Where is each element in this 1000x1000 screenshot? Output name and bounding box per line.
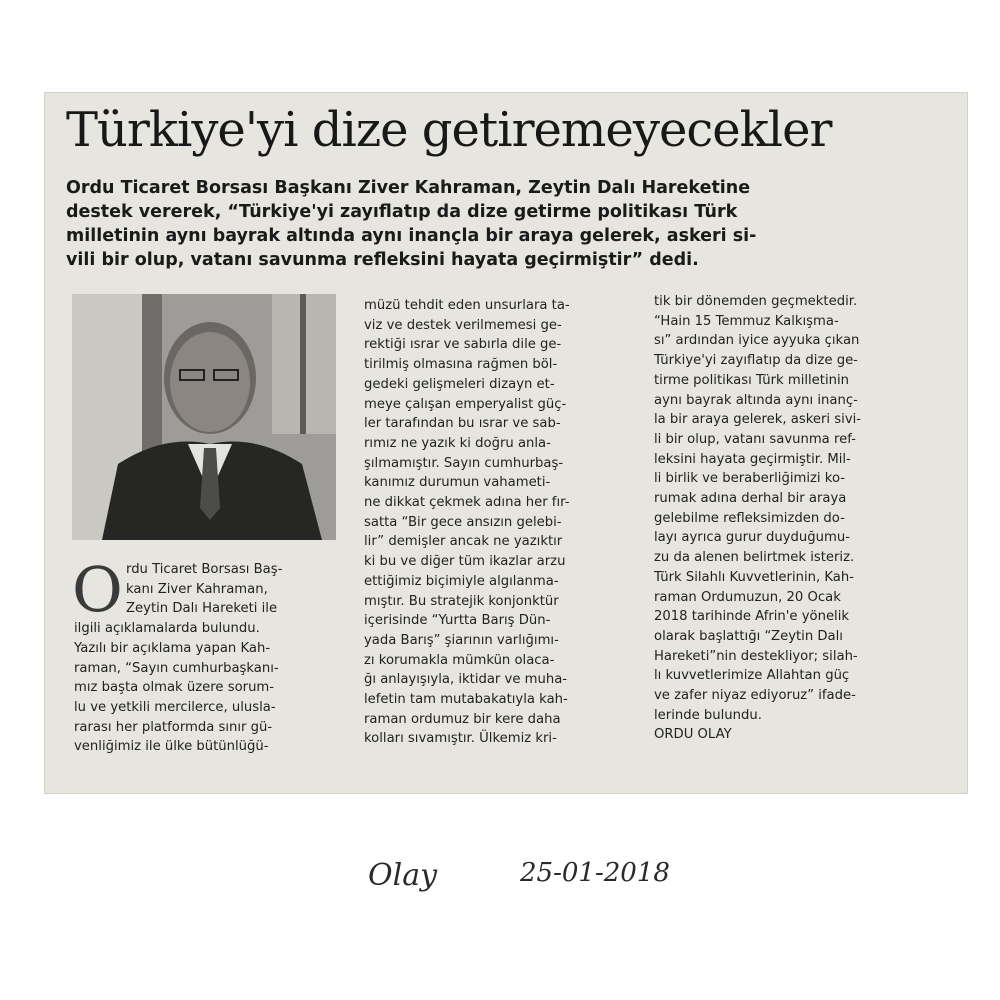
column-line: ki bu ve diğer tüm ikazlar arzu [364,554,566,570]
column-line: viz ve destek verilmemesi ge- [364,317,562,333]
column-line: ler tarafından bu ısrar ve sab- [364,416,561,432]
column-line: lı kuvvetlerimize Allahtan güç [654,668,850,684]
article-column-1 [72,553,344,757]
column-line: gedeki gelişmeleri dizayn et- [364,376,555,392]
column-line: rımız ne yazık ki doğru anla- [364,435,551,451]
column-line: rektiği ısrar ve sabırla dile ge- [364,337,562,353]
lede-paragraph [66,176,956,272]
column-line: tirme politikası Türk milletinin [654,372,850,388]
column-line: mız başta olmak üzere sorum- [74,680,275,696]
column-line: yada Barış” şiarının varlığımı- [364,632,559,648]
lede-line: Ordu Ticaret Borsası Başkanı Ziver Kahraman, Zeytin Dalı Hareketine [66,178,751,198]
column-line: Hareketi”nin destekliyor; silah- [654,648,858,664]
lede-line: vili bir olup, vatanı savunma refleksini hayata geçirmiştir” dedi. [66,250,699,270]
column-line: raman Ordumuzun, 20 Ocak [654,589,841,605]
portrait-photo [72,294,336,540]
column-line: meye çalışan emperyalist güç- [364,396,567,412]
column-line: ne dikkat çekmek adına her fır- [364,495,570,511]
column-line: tik bir dönemden geçmektedir. [654,294,858,309]
column-line: gelebilme refleksimizden do- [654,510,845,526]
column-line: raman ordumuz bir kere daha [364,711,561,727]
column-line: ve zafer niyaz ediyoruz” ifade- [654,688,856,704]
column-line: Türk Silahlı Kuvvetlerinin, Kah- [654,569,854,585]
column-line: lefetin tam mutabakatıyla kah- [364,692,568,708]
column-line: Türkiye'yi zayıflatıp da dize ge- [654,353,858,369]
column-line: raman, “Sayın cumhurbaşkanı- [74,660,279,676]
column-line: leksini hayata geçirmiştir. Mil- [654,451,851,467]
headline: Türkiye'yi dize getiremeyecekler [66,102,832,158]
column-line: lir” demişler ancak ne yazıktır [364,534,563,550]
column-line: zı korumakla mümkün olaca- [364,652,555,668]
column-line: kolları sıvamıştır. Ülkemiz kri- [364,731,557,747]
column-line: olarak başlattığı “Zeytin Dalı [654,628,843,644]
column-line: şılmamıştır. Sayın cumhurbaş- [364,455,564,471]
column-line: lerinde bulundu. [654,707,762,723]
column-line: aynı bayrak altında aynı inanç- [654,392,858,408]
article-column-2 [364,296,644,749]
column-line: rarası her platformda sınır gü- [74,719,273,735]
column-line: lu ve yetkili mercilerce, ulusla- [74,699,276,715]
column-line: layı ayrıca gurur duyduğumu- [654,530,850,546]
column-line: venliğimiz ile ülke bütünlüğü- [74,739,269,755]
byline: ORDU OLAY [654,727,732,743]
handwritten-date: 25-01-2018 [520,858,670,888]
column-line: 2018 tarihinde Afrin'e yönelik [654,609,850,625]
newspaper-clipping [44,92,968,794]
column-line: rdu Ticaret Borsası Baş- [126,562,283,577]
drop-cap: O [72,553,123,626]
column-line: satta “Bir gece ansızın gelebi- [364,514,562,530]
column-line: li birlik ve beraberliğimizi ko- [654,471,846,487]
column-line: Zeytin Dalı Hareketi ile [126,601,278,617]
column-line: li bir olup, vatanı savunma ref- [654,431,856,447]
article-column-3 [654,292,954,745]
lede-line: milletinin aynı bayrak altında aynı inançla bir araya gelerek, askeri si- [66,226,757,246]
portrait-illustration [72,294,336,540]
column-line: mıştır. Bu stratejik konjonktür [364,593,559,609]
lede-line: destek vererek, “Türkiye'yi zayıflatıp da dize getirme politikası Türk [66,202,738,222]
column-line: tirilmiş olmasına rağmen böl- [364,357,558,373]
column-line: ilgili açıklamalarda bulundu. [74,621,260,637]
column-line: içerisinde “Yurtta Barış Dün- [364,613,551,629]
column-line: Yazılı bir açıklama yapan Kah- [74,640,271,656]
column-line: ettiğimiz biçimiyle algılanma- [364,573,559,589]
handwritten-source: Olay [368,858,438,893]
column-line: “Hain 15 Temmuz Kalkışma- [654,313,839,329]
column-line: zu da alenen belirtmek isteriz. [654,550,855,566]
column-line: ğı anlayışıyla, iktidar ve muha- [364,672,568,688]
column-line: müzü tehdit eden unsurlara ta- [364,298,570,313]
column-line: rumak adına derhal bir araya [654,491,847,507]
column-line: la bir araya gelerek, askeri sivi- [654,412,862,428]
column-line: kanımız durumun vahameti- [364,475,551,491]
column-line: kanı Ziver Kahraman, [126,581,268,597]
column-line: sı” ardından iyice ayyuka çıkan [654,333,860,349]
